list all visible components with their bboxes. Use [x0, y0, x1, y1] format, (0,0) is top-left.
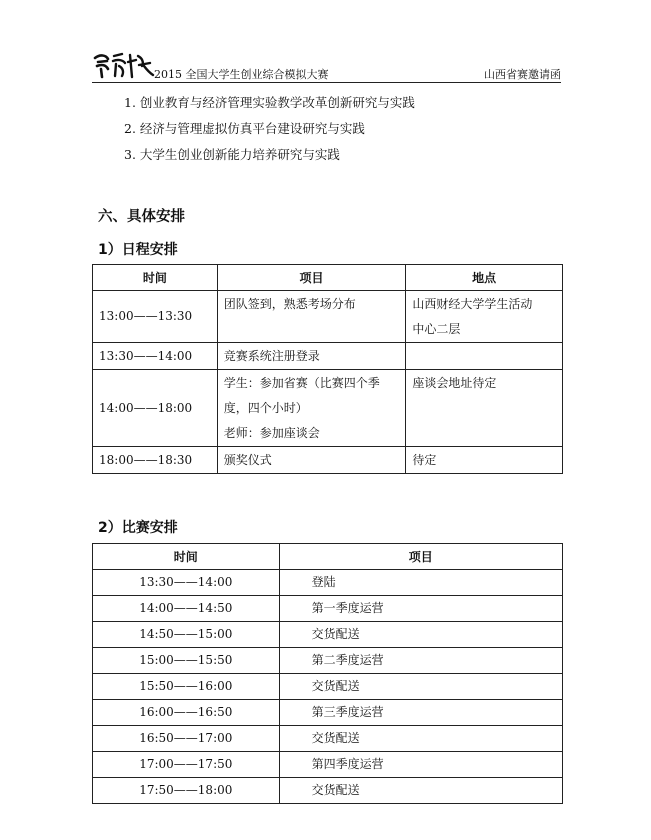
time-cell: 16:50——17:00: [93, 726, 280, 752]
table-row: [93, 291, 563, 343]
item-cell: 交货配送: [279, 674, 562, 700]
item-cell: 第四季度运营: [279, 752, 562, 778]
cell-line: 竞赛系统注册登录: [223, 349, 320, 363]
time-cell: 13:30——14:00: [93, 343, 218, 370]
item-cell: 第三季度运营: [279, 700, 562, 726]
cell-line: 山西财经大学学生活动: [412, 297, 533, 311]
cell-line: 度，四个小时）: [223, 401, 308, 415]
table-header-row: [93, 544, 563, 570]
time-cell: 15:50——16:00: [93, 674, 280, 700]
item-cell: [217, 447, 406, 474]
calligraphy-logo-icon: [92, 50, 156, 80]
time-cell: 17:50——18:00: [93, 778, 280, 804]
header-cell: 地点: [406, 265, 563, 291]
place-cell: [406, 343, 563, 370]
time-cell: 16:00——16:50: [93, 700, 280, 726]
schedule-table: [92, 264, 563, 474]
item-cell: 交货配送: [279, 726, 562, 752]
item-cell: 交货配送: [279, 778, 562, 804]
cell-line: 学生：参加省赛（比赛四个季: [223, 376, 380, 390]
table-row: [93, 778, 563, 804]
time-cell: 18:00——18:30: [93, 447, 218, 474]
time-cell: 13:00——13:30: [93, 291, 218, 343]
schedule-title: 1）日程安排: [98, 242, 178, 258]
place-cell: [406, 370, 563, 447]
item-cell: 第二季度运营: [279, 648, 562, 674]
cell-line: 颁奖仪式: [223, 453, 272, 467]
list-item: 1. 创业教育与经济管理实验教学改革创新研究与实践: [124, 95, 415, 110]
item-cell: [217, 343, 406, 370]
place-cell: [406, 291, 563, 343]
section-title: 六、具体安排: [98, 209, 185, 225]
header-title: 2015 全国大学生创业综合模拟大赛: [154, 68, 329, 81]
time-cell: 15:00——15:50: [93, 648, 280, 674]
research-list: [124, 90, 415, 168]
cell-line: 待定: [412, 453, 437, 467]
item-cell: 第一季度运营: [279, 596, 562, 622]
cell-line: 团队签到，熟悉考场分布: [223, 297, 356, 311]
cell-line: 中心二层: [412, 322, 461, 336]
item-cell: [217, 291, 406, 343]
header-cell: 项目: [217, 265, 406, 291]
time-cell: 14:00——14:50: [93, 596, 280, 622]
table-header-row: [93, 265, 563, 291]
cell-line: 老师：参加座谈会: [223, 426, 320, 440]
table-row: [93, 343, 563, 370]
cell-line: 座谈会地址待定: [412, 376, 497, 390]
header-right-label: 山西省赛邀请函: [484, 68, 561, 81]
competition-table: [92, 543, 563, 804]
list-item: 2. 经济与管理虚拟仿真平台建设研究与实践: [124, 121, 365, 136]
item-cell: 登陆: [279, 570, 562, 596]
item-cell: [217, 370, 406, 447]
table-row: [93, 622, 563, 648]
header-cell: 项目: [279, 544, 562, 570]
list-item: 3. 大学生创业创新能力培养研究与实践: [124, 147, 340, 162]
table-row: [93, 752, 563, 778]
time-cell: 13:30——14:00: [93, 570, 280, 596]
table-row: [93, 447, 563, 474]
header-cell: 时间: [93, 544, 280, 570]
table-row: [93, 570, 563, 596]
table-row: [93, 726, 563, 752]
header-cell: 时间: [93, 265, 218, 291]
table-row: [93, 700, 563, 726]
time-cell: 17:00——17:50: [93, 752, 280, 778]
competition-title: 2）比赛安排: [98, 520, 178, 536]
time-cell: 14:50——15:00: [93, 622, 280, 648]
table-row: [93, 674, 563, 700]
table-row: [93, 370, 563, 447]
time-cell: 14:00——18:00: [93, 370, 218, 447]
page-header: [92, 54, 561, 83]
table-row: [93, 596, 563, 622]
place-cell: [406, 447, 563, 474]
item-cell: 交货配送: [279, 622, 562, 648]
table-row: [93, 648, 563, 674]
